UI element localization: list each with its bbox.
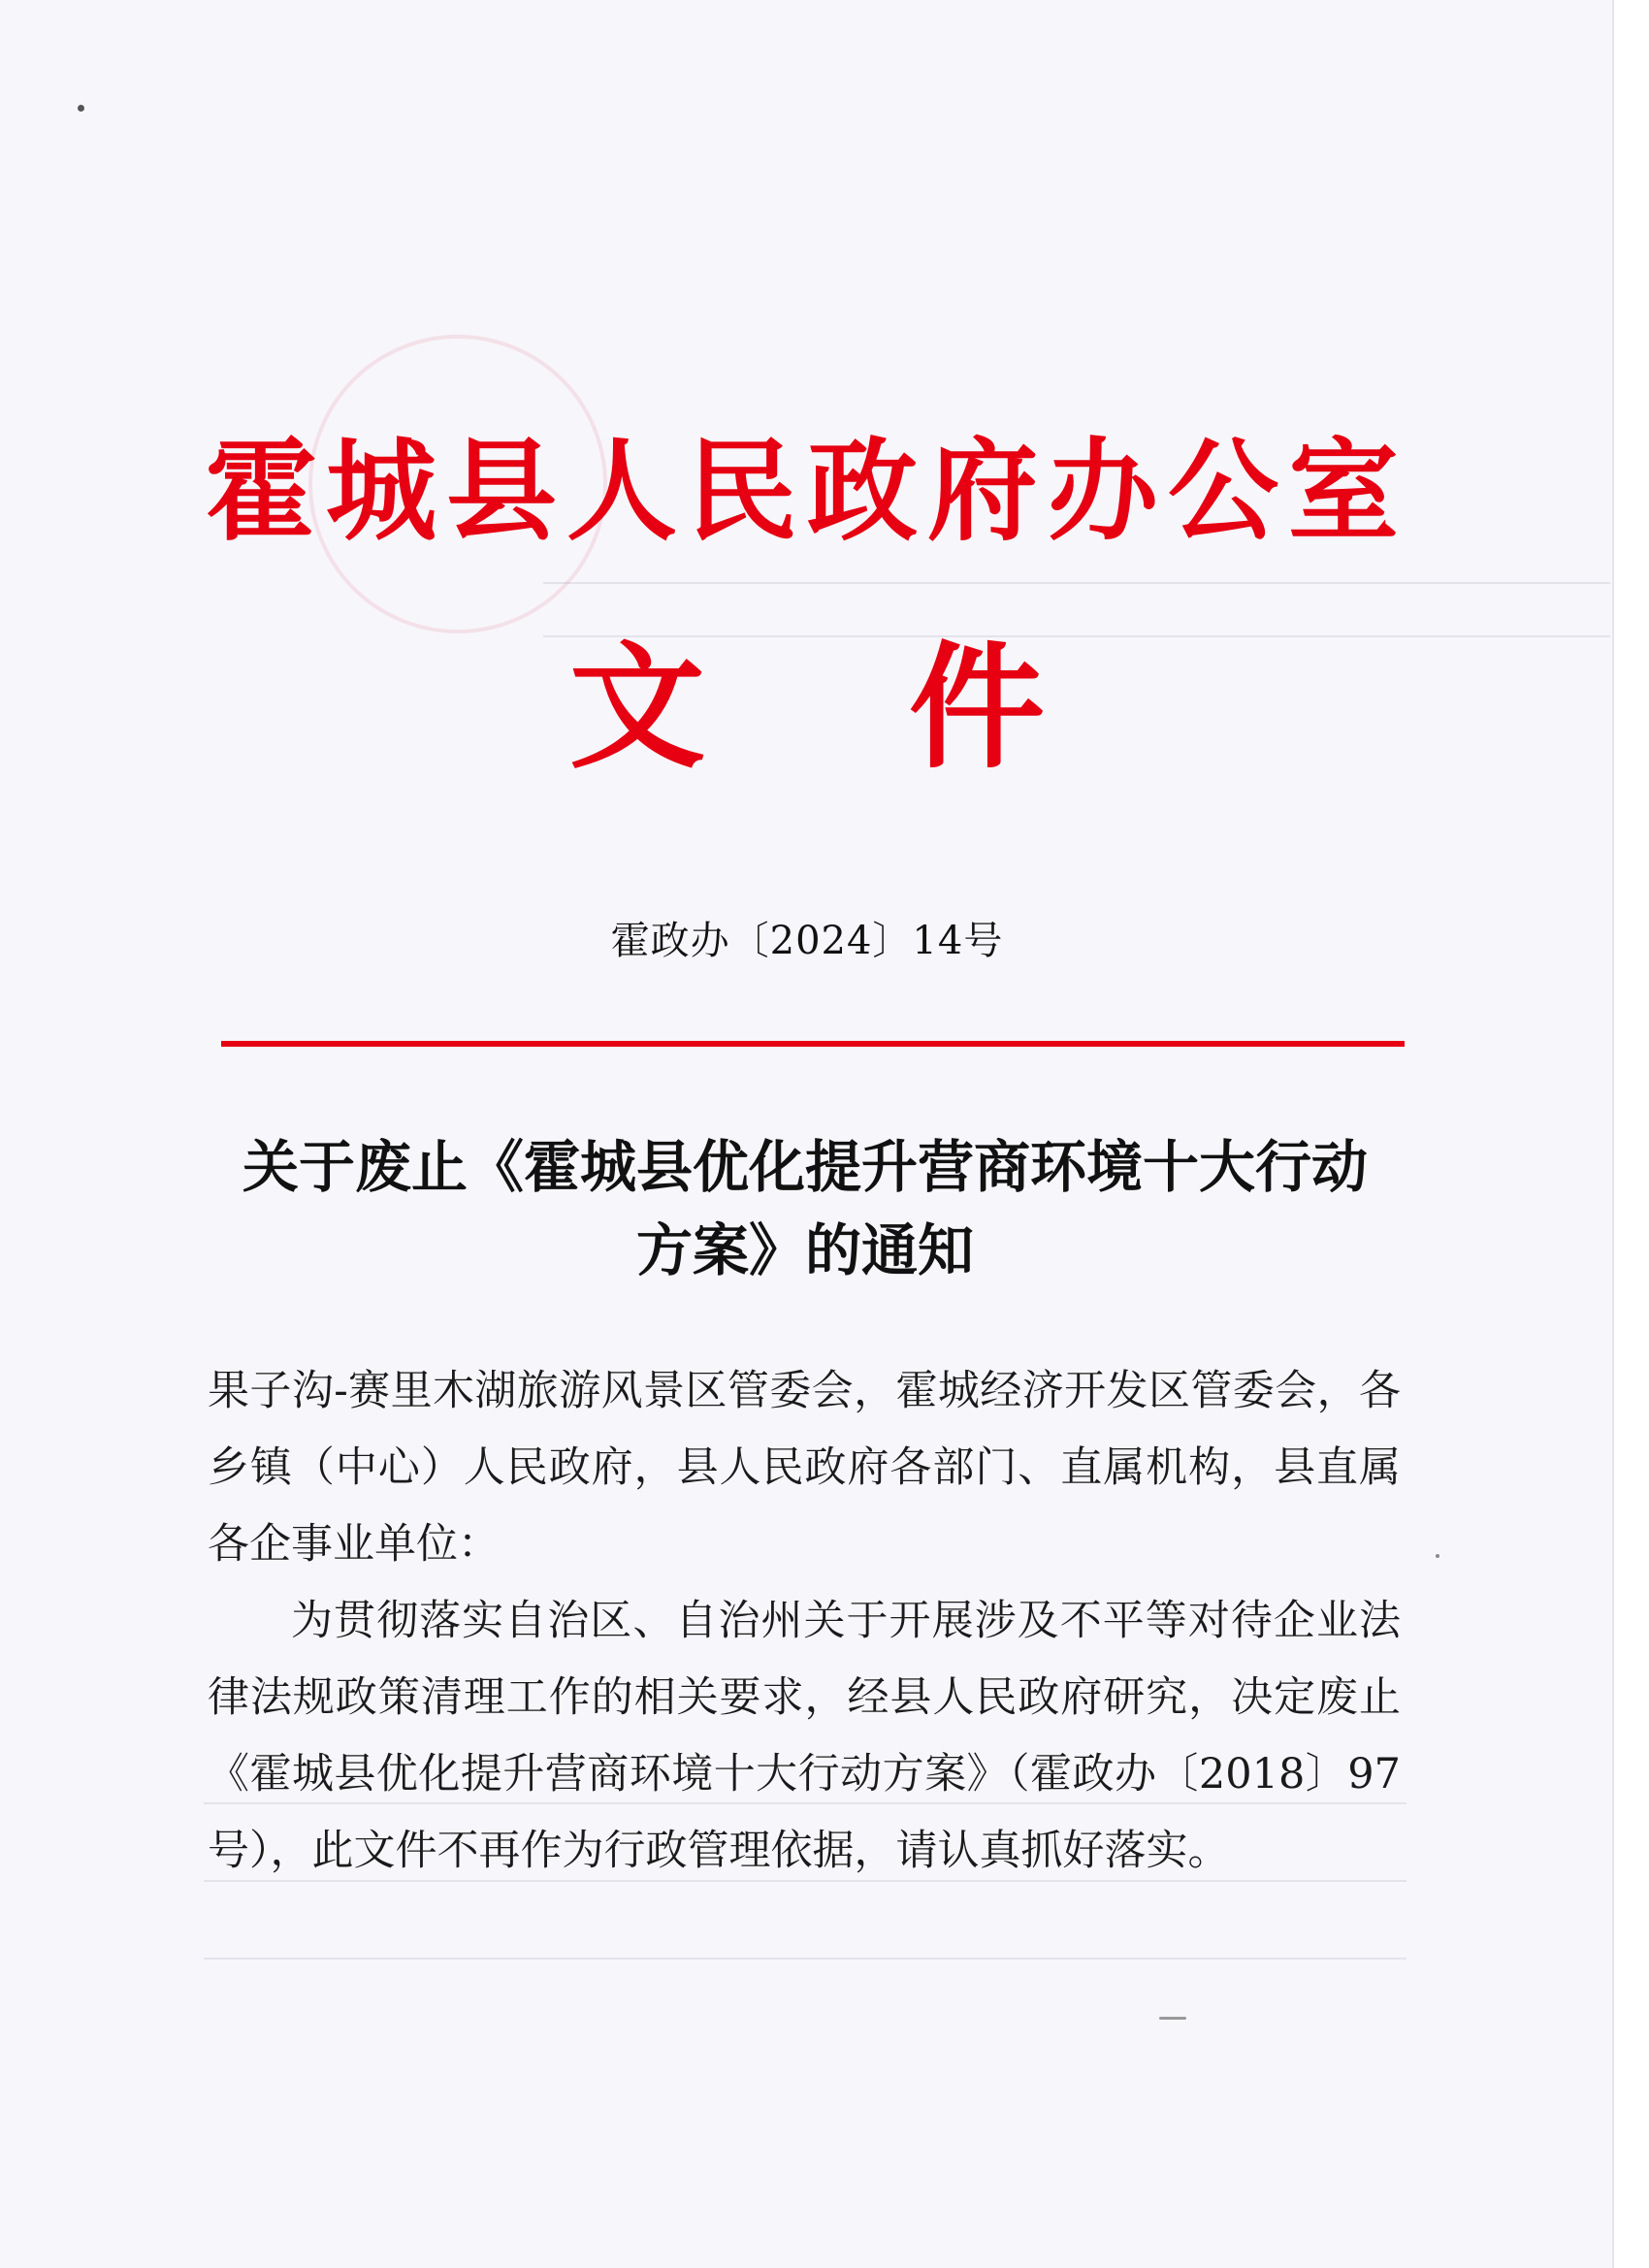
notice-title	[175, 1125, 1436, 1292]
main-paragraph: 为贯彻落实自治区、自治州关于开展涉及不平等对待企业法律法规政策清理工作的相关要求，经县人民政府研究，决定废止《霍城县优化提升营商环境十大行动方案》（霍政办〔2018〕97号），此文件不再作为行政管理依据，请认真抓好落实。	[208, 1597, 1401, 1875]
notice-title-line-1: 关于废止《霍城县优化提升营商环境十大行动	[242, 1134, 1368, 1200]
document-type-heading: 文件	[568, 630, 1248, 788]
notice-body	[208, 1353, 1401, 1890]
show-through-rule	[204, 1958, 1406, 1960]
issuing-office-title: 霍城县人民政府办公室	[205, 427, 1408, 556]
scan-speck	[1436, 1554, 1439, 1558]
notice-title-line-2: 方案》的通知	[635, 1217, 974, 1283]
show-through-rule	[543, 582, 1610, 584]
scan-margin	[1614, 0, 1649, 2268]
document-number: 霍政办〔2024〕14号	[610, 919, 1004, 963]
scan-speck	[78, 105, 84, 112]
scan-speck	[1159, 2017, 1186, 2020]
red-separator-line	[221, 1041, 1405, 1047]
recipients-paragraph: 果子沟-赛里木湖旅游风景区管委会，霍城经济开发区管委会，各乡镇（中心）人民政府，县人民政府各部门、直属机构，县直属各企事业单位：	[208, 1367, 1401, 1569]
